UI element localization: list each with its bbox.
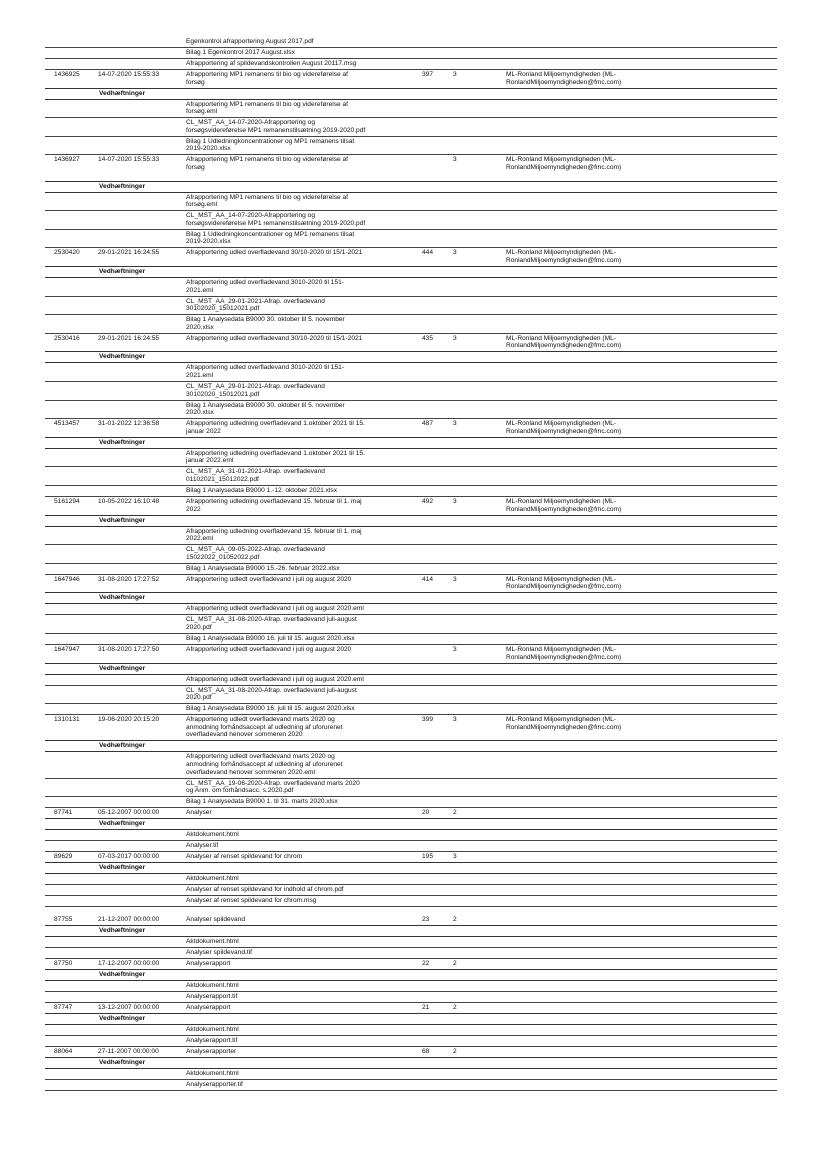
record-id: 1647947 bbox=[54, 646, 80, 653]
record-code: 3 bbox=[453, 249, 457, 257]
attachment-row bbox=[45, 315, 777, 334]
attachments-header-row bbox=[45, 352, 777, 363]
record-number: 68 bbox=[422, 1048, 430, 1056]
record-subject: Afrapportering MP1 remanens til bio og videreførelse af forsøg bbox=[186, 156, 348, 171]
attachments-label: Vedhæftninger bbox=[99, 820, 146, 828]
record-code: 3 bbox=[453, 334, 457, 342]
attachments-header-row bbox=[45, 593, 777, 604]
attachments-label: Vedhæftninger bbox=[99, 182, 146, 190]
attachments-header-row bbox=[45, 741, 777, 752]
record-date: 07-03-2017 00:00:00 bbox=[98, 853, 160, 861]
attachment-name: Bilag 1 Analysedata B9000 16. juli til 15. august 2020.xlsx bbox=[186, 635, 355, 642]
record-code: 3 bbox=[453, 716, 457, 724]
attachment-name: CL_MST_AA_29-01-2021-Afrap. overfladevand 30102020_15012021.pdf bbox=[186, 383, 325, 398]
attachment-name: CL_MST_AA_31-08-2020-Afrap. overfladevand juli-august 2020.pdf bbox=[186, 616, 357, 631]
record-date: 05-12-2007 00:00:00 bbox=[98, 809, 160, 817]
record-subject: Analyserapport bbox=[186, 960, 231, 968]
attachments-header-row bbox=[45, 89, 777, 100]
record-row bbox=[45, 1047, 777, 1058]
record-date: 31-08-2020 17:27:50 bbox=[98, 646, 160, 653]
attachments-label: Vedhæftninger bbox=[99, 742, 146, 750]
record-date: 31-01-2022 12:36:58 bbox=[98, 420, 160, 428]
record-row bbox=[45, 915, 777, 926]
attachment-name: CL_MST_AA_09-05-2022-Afrap. overfladevand 15022022_01052022.pdf bbox=[186, 546, 325, 561]
record-subject: Afrapportering udledning overfladevand 15. februar til 1. maj 2022 bbox=[186, 498, 362, 513]
record-number: 23 bbox=[422, 916, 430, 924]
attachment-name: Bilag 1 Egenkontrol 2017 August.xlsx bbox=[186, 49, 295, 56]
attachment-row bbox=[45, 401, 777, 420]
attachment-name: Analyserapport.tif bbox=[186, 1037, 238, 1045]
attachments-label: Vedhæftninger bbox=[99, 594, 146, 602]
attachment-row bbox=[45, 752, 777, 778]
attachments-header-row bbox=[45, 819, 777, 830]
record-code: 2 bbox=[453, 916, 457, 924]
attachment-row bbox=[45, 1036, 777, 1047]
attachment-row bbox=[45, 981, 777, 992]
record-date: 27-11-2007 00:00:00 bbox=[98, 1048, 159, 1056]
attachment-row bbox=[45, 830, 777, 841]
record-number: 20 bbox=[422, 809, 430, 817]
attachments-header-row bbox=[45, 970, 777, 981]
record-id: 1647946 bbox=[54, 575, 80, 583]
record-date: 10-05-2022 16:10:48 bbox=[98, 498, 160, 505]
record-number: 21 bbox=[422, 1004, 430, 1012]
attachments-label: Vedhæftninger bbox=[99, 927, 146, 935]
attachment-name: Bilag 1 Udledningkoncentrationer og MP1 remanens tilsat 2019-2020.xlsx bbox=[186, 137, 355, 153]
attachment-name: Aktdokument.html bbox=[186, 1026, 239, 1034]
attachment-name: Aktdokument.html bbox=[186, 1070, 239, 1078]
record-number: 492 bbox=[422, 498, 434, 505]
attachment-name: CL_MST_AA_14-07-2020-Afrapportering og forsøgsvidereførelse MP1 remanenstilsætning 2019-2020.pdf bbox=[186, 119, 366, 134]
attachment-name: Bilag 1 Analysedata B9000 30. oktober til 5. november 2020.xlsx bbox=[186, 401, 345, 417]
record-subject: Afrapportering udledt overfladevand marts 2020 og anmodning forhåndsaccept af udledning af uforurenet overfladevand henover sommeren 2020 bbox=[186, 716, 343, 739]
attachment-name: Afrapportering udled overfladevand 3010-2020 til 151- 2021.eml bbox=[186, 364, 344, 379]
attachment-name: Afrapportering MP1 remanens til bio og videreførelse af forsøg.eml bbox=[186, 193, 348, 209]
attachment-row bbox=[45, 382, 777, 401]
record-date: 14-07-2020 15:55:33 bbox=[98, 156, 160, 164]
record-id: 89629 bbox=[54, 853, 73, 861]
attachment-row bbox=[45, 604, 777, 615]
attachments-label: Vedhæftninger bbox=[99, 353, 146, 361]
record-id: 87747 bbox=[54, 1004, 73, 1012]
attachment-row bbox=[45, 486, 777, 497]
attachment-name: Aktdokument.html bbox=[186, 875, 239, 883]
attachments-label: Vedhæftninger bbox=[99, 971, 146, 979]
attachment-name: Aktdokument.html bbox=[186, 938, 239, 946]
record-recipient: ML-Ronland Miljoemyndigheden (ML- RonlandMiljoemyndigheden@fmc.com) bbox=[506, 646, 622, 661]
record-row bbox=[45, 1003, 777, 1014]
attachments-label: Vedhæftninger bbox=[99, 664, 146, 672]
attachment-row bbox=[45, 1069, 777, 1080]
attachments-label: Vedhæftninger bbox=[99, 438, 146, 446]
record-code: 3 bbox=[453, 853, 457, 861]
attachment-name: Bilag 1 Analysedata B9000 15.-26. februar 2022.xlsx bbox=[186, 564, 340, 572]
attachment-row bbox=[45, 545, 777, 564]
attachment-name: CL_MST_AA_29-01-2021-Afrap. overfladevand 30102020_15012021.pdf bbox=[186, 297, 325, 313]
record-date: 29-01-2021 16:24:55 bbox=[98, 334, 160, 342]
attachment-name: CL_MST_AA_31-01-2021-Afrap. overfladevand 01102021_15012022.pdf bbox=[186, 468, 325, 483]
attachments-label: Vedhæftninger bbox=[99, 1059, 146, 1067]
attachments-header-row bbox=[45, 926, 777, 937]
attachment-row bbox=[45, 797, 777, 808]
attachment-name: Bilag 1 Udledningkoncentrationer og MP1 remanens tilsat 2019-2020.xlsx bbox=[186, 230, 355, 246]
record-code: 3 bbox=[453, 156, 457, 164]
attachment-name: CL_MST_AA_19-06-2020-Afrap. overfladevand marts 2020 og Anm. om forhåndsacc. s.2020.pdf bbox=[186, 779, 360, 795]
record-row bbox=[45, 645, 777, 664]
record-subject: Afrapportering udled overfladevand 30/10-2020 til 15/1-2021 bbox=[186, 334, 363, 342]
attachment-name: Afrapportering MP1 remanens til bio og videreførelse af forsøg.eml bbox=[186, 100, 348, 116]
record-date: 29-01-2021 16:24:55 bbox=[98, 249, 160, 257]
attachment-row bbox=[45, 230, 777, 249]
record-number: 195 bbox=[422, 853, 434, 861]
attachment-row bbox=[45, 211, 777, 230]
attachment-name: Bilag 1 Analysedata B9000 1. til 31. marts 2020.xlsx bbox=[186, 798, 338, 806]
attachment-name: Analyser af renset spildevand for chrom.msg bbox=[186, 897, 317, 905]
attachment-name: Afrapportering udledt overfladevand i juli og august 2020.eml bbox=[186, 675, 364, 683]
record-date: 13-12-2007 00:00:00 bbox=[98, 1004, 160, 1012]
attachment-name: Afrapportering udledning overfladevand 1.oktober 2021 til 15. januar 2022.eml bbox=[186, 449, 365, 465]
attachment-name: Aktdokument.html bbox=[186, 831, 239, 839]
record-subject: Afrapportering udledt overfladevand i juli og august 2020 bbox=[186, 575, 352, 583]
attachments-label: Vedhæftninger bbox=[99, 268, 146, 275]
attachment-row bbox=[45, 467, 777, 486]
attachment-row bbox=[45, 675, 777, 686]
record-date: 19-06-2020 20:15:20 bbox=[98, 716, 160, 724]
attachment-name: Afrapportering af spildevandskontrollen August 20117.msg bbox=[186, 60, 357, 67]
record-id: 87755 bbox=[54, 916, 73, 924]
attachment-row bbox=[45, 137, 777, 156]
record-id: 1436925 bbox=[54, 71, 80, 78]
attachments-header-row bbox=[45, 664, 777, 675]
record-code: 3 bbox=[453, 646, 457, 653]
attachment-name: CL_MST_AA_14-07-2020-Afrapportering og forsøgsvidereførelse MP1 remanenstilsætning 2019-2020.pdf bbox=[186, 212, 366, 227]
attachment-name: Afrapportering udled overfladevand 3010-2020 til 151- 2021.eml bbox=[186, 279, 344, 294]
attachment-name: Analyser.tif bbox=[186, 842, 219, 850]
attachments-header-row bbox=[45, 438, 777, 449]
record-id: 87741 bbox=[54, 809, 73, 817]
attachment-row bbox=[45, 634, 777, 645]
attachment-row bbox=[45, 278, 777, 297]
record-subject: Afrapportering udledt overfladevand i juli og august 2020 bbox=[186, 646, 352, 653]
record-subject: Analyserapport bbox=[186, 1004, 231, 1012]
record-code: 3 bbox=[453, 498, 457, 505]
attachment-row bbox=[45, 874, 777, 885]
record-number: 22 bbox=[422, 960, 430, 968]
record-date: 31-08-2020 17:27:52 bbox=[98, 575, 160, 583]
record-code: 3 bbox=[453, 420, 457, 428]
attachment-row bbox=[45, 100, 777, 119]
record-row bbox=[45, 155, 777, 181]
attachments-label: Vedhæftninger bbox=[99, 1015, 146, 1023]
attachment-name: Egenkontrol afrapportering August 2017.pdf bbox=[186, 38, 314, 45]
record-row bbox=[45, 808, 777, 819]
record-recipient: ML-Ronland Miljoemyndigheden (ML- RonlandMiljoemyndigheden@fmc.com) bbox=[506, 498, 622, 513]
attachment-name: Afrapportering udledt overfladevand i juli og august 2020.eml bbox=[186, 605, 364, 613]
record-id: 4513457 bbox=[54, 420, 80, 428]
attachments-label: Vedhæftninger bbox=[99, 516, 146, 524]
record-code: 3 bbox=[453, 71, 457, 78]
record-code: 2 bbox=[453, 960, 457, 968]
record-row bbox=[45, 959, 777, 970]
attachments-header-row bbox=[45, 182, 777, 193]
record-subject: Analyser bbox=[186, 809, 212, 817]
attachment-row bbox=[45, 779, 777, 798]
attachment-row bbox=[45, 297, 777, 316]
record-recipient: ML-Ronland Miljoemyndigheden (ML- RonlandMiljoemyndigheden@fmc.com) bbox=[506, 575, 622, 591]
attachment-row bbox=[45, 704, 777, 715]
attachment-name: Bilag 1 Analysedata B9000 1.-12. oktober 2021.xlsx bbox=[186, 487, 338, 494]
attachment-row bbox=[45, 363, 777, 382]
attachment-row bbox=[45, 1025, 777, 1036]
attachment-row bbox=[45, 59, 777, 70]
attachment-row bbox=[45, 992, 777, 1003]
record-code: 3 bbox=[453, 575, 457, 583]
record-subject: Analyserapporter bbox=[186, 1048, 237, 1056]
attachments-label: Vedhæftninger bbox=[99, 89, 146, 97]
attachment-row bbox=[45, 615, 777, 634]
record-subject: Afrapportering MP1 remanens til bio og videreførelse af forsøg bbox=[186, 71, 348, 86]
attachment-row bbox=[45, 48, 777, 59]
record-date: 17-12-2007 00:00:00 bbox=[98, 960, 160, 968]
attachment-row bbox=[45, 841, 777, 852]
record-number: 414 bbox=[422, 575, 434, 583]
attachment-name: Analyserapport.tif bbox=[186, 993, 238, 1001]
record-number: 399 bbox=[422, 716, 434, 724]
record-row bbox=[45, 248, 777, 267]
record-id: 5161294 bbox=[54, 498, 80, 505]
attachment-name: Bilag 1 Analysedata B9000 16. juli til 15. august 2020.xlsx bbox=[186, 705, 355, 713]
record-number: 444 bbox=[422, 249, 434, 257]
record-subject: Afrapportering udled overfladevand 30/10-2020 til 15/1-2021 bbox=[186, 249, 363, 257]
attachments-header-row bbox=[45, 863, 777, 874]
attachment-row bbox=[45, 937, 777, 948]
record-recipient: ML-Ronland Miljoemyndigheden (ML- RonlandMiljoemyndigheden@fmc.com) bbox=[506, 249, 622, 264]
record-row bbox=[45, 334, 777, 353]
attachment-name: Aktdokument.html bbox=[186, 982, 239, 990]
record-recipient: ML-Ronland Miljoemyndigheden (ML- RonlandMiljoemyndigheden@fmc.com) bbox=[506, 334, 622, 350]
record-id: 2530420 bbox=[54, 249, 80, 257]
record-id: 87750 bbox=[54, 960, 73, 968]
record-number: 435 bbox=[422, 334, 434, 342]
record-id: 88064 bbox=[54, 1048, 73, 1056]
record-date: 14-07-2020 15:55:33 bbox=[98, 71, 160, 78]
record-row bbox=[45, 419, 777, 438]
attachment-row bbox=[45, 118, 777, 137]
record-recipient: ML-Ronland Miljoemyndigheden (ML- RonlandMiljoemyndigheden@fmc.com) bbox=[506, 71, 622, 86]
record-recipient: ML-Ronland Miljoemyndigheden (ML- RonlandMiljoemyndigheden@fmc.com) bbox=[506, 716, 622, 731]
attachment-name: Analyser af renset spildevand for indhold af chrom.pdf bbox=[186, 886, 344, 894]
attachment-row bbox=[45, 193, 777, 212]
attachments-header-row bbox=[45, 516, 777, 527]
record-number: 487 bbox=[422, 420, 434, 428]
attachment-name: Afrapportering udledning overfladevand 15. februar til 1. maj 2022.eml bbox=[186, 527, 362, 543]
record-number: 397 bbox=[422, 71, 434, 78]
record-row bbox=[45, 497, 777, 516]
attachment-name: Analyserapporter.tif bbox=[186, 1081, 243, 1089]
record-code: 2 bbox=[453, 1004, 457, 1012]
attachment-row bbox=[45, 37, 777, 48]
record-id: 1436927 bbox=[54, 156, 80, 164]
record-recipient: ML-Ronland Miljoemyndigheden (ML- RonlandMiljoemyndigheden@fmc.com) bbox=[506, 156, 622, 171]
record-row bbox=[45, 575, 777, 594]
record-code: 2 bbox=[453, 1048, 457, 1056]
attachments-header-row bbox=[45, 1058, 777, 1069]
attachment-row bbox=[45, 948, 777, 959]
record-subject: Analyser spildevand bbox=[186, 916, 246, 924]
attachment-row bbox=[45, 896, 777, 907]
attachments-header-row bbox=[45, 1014, 777, 1025]
attachments-header-row bbox=[45, 267, 777, 278]
record-subject: Analyser af renset spildevand for chrom bbox=[186, 853, 303, 861]
record-id: 1310131 bbox=[54, 716, 80, 724]
attachment-name: Afrapportering udledt overfladevand marts 2020 og anmodning forhåndsaccept af udledning af uforurenet overfladevand henover sommeren 2020.eml bbox=[186, 753, 343, 776]
record-row bbox=[45, 715, 777, 741]
record-recipient: ML-Ronland Miljoemyndigheden (ML- RonlandMiljoemyndigheden@fmc.com) bbox=[506, 420, 622, 435]
attachment-name: CL_MST_AA_31-08-2020-Afrap. overfladevand juli-august 2020.pdf bbox=[186, 686, 357, 702]
attachment-row bbox=[45, 449, 777, 468]
attachment-row bbox=[45, 1080, 777, 1091]
attachments-label: Vedhæftninger bbox=[99, 864, 146, 872]
record-id: 2530416 bbox=[54, 334, 80, 342]
attachment-row bbox=[45, 686, 777, 705]
record-code: 2 bbox=[453, 809, 457, 817]
record-subject: Afrapportering udledning overfladevand 1.oktober 2021 til 15. januar 2022 bbox=[186, 420, 365, 435]
record-row bbox=[45, 852, 777, 863]
record-date: 21-12-2007 00:00:00 bbox=[98, 916, 160, 924]
record-row bbox=[45, 70, 777, 89]
attachment-row bbox=[45, 885, 777, 896]
attachment-name: Analyser spildevand.tif bbox=[186, 949, 252, 957]
attachment-name: Bilag 1 Analysedata B9000 30. oktober til 5. november 2020.xlsx bbox=[186, 316, 345, 331]
attachment-row bbox=[45, 564, 777, 575]
attachment-row bbox=[45, 527, 777, 546]
